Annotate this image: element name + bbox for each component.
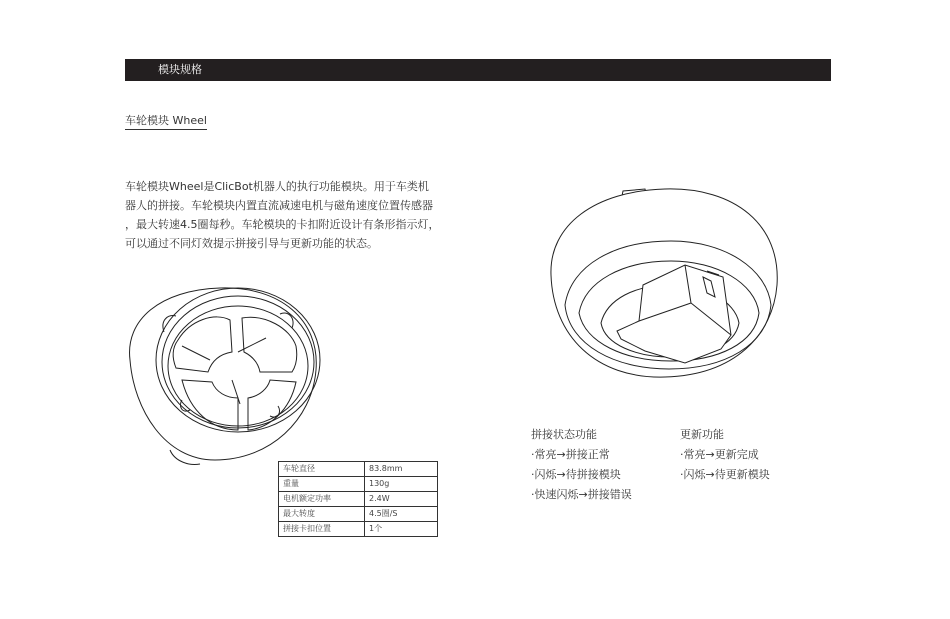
spec-row [279,477,438,492]
spec-table [278,461,438,537]
description-line: 可以通过不同灯效提示拼接引导与更新功能的状态。 [125,237,378,250]
description-line: 器人的拼接。车轮模块内置直流减速电机与磁角速度位置传感器 [125,199,433,212]
spec-label: 电机额定功率 [279,492,365,507]
feature-title: 拼接状态功能 [531,428,597,441]
spec-row [279,462,438,477]
spec-value: 130g [365,477,438,492]
feature-title: 更新功能 [680,428,724,441]
feature-item: ·常亮→拼接正常 [531,448,610,461]
spec-row [279,492,438,507]
wheel-front-illustration [120,280,320,470]
spec-value: 83.8mm [365,462,438,477]
spec-row [279,522,438,537]
splice-status-features [531,428,632,508]
section-title: 车轮模块 Wheel [125,114,207,130]
spec-label: 拼接卡扣位置 [279,522,365,537]
update-features [680,428,770,488]
spec-label: 重量 [279,477,365,492]
feature-item: ·闪烁→待更新模块 [680,468,770,481]
spec-label: 车轮直径 [279,462,365,477]
description [125,177,440,253]
spec-value: 4.5圈/S [365,507,438,522]
feature-item: ·快速闪烁→拼接错误 [531,488,632,501]
spec-label: 最大转度 [279,507,365,522]
feature-item: ·闪烁→待拼接模块 [531,468,621,481]
wheel-back-illustration [545,185,785,385]
description-line: 车轮模块Wheel是ClicBot机器人的执行功能模块。用于车类机 [125,180,429,193]
spec-value: 1个 [365,522,438,537]
feature-item: ·常亮→更新完成 [680,448,759,461]
spec-value: 2.4W [365,492,438,507]
header-title: 模块规格 [158,63,202,76]
description-line: ，最大转速4.5圈每秒。车轮模块的卡扣附近设计有条形指示灯， [125,218,440,231]
spec-row [279,507,438,522]
header-bar [125,59,831,81]
